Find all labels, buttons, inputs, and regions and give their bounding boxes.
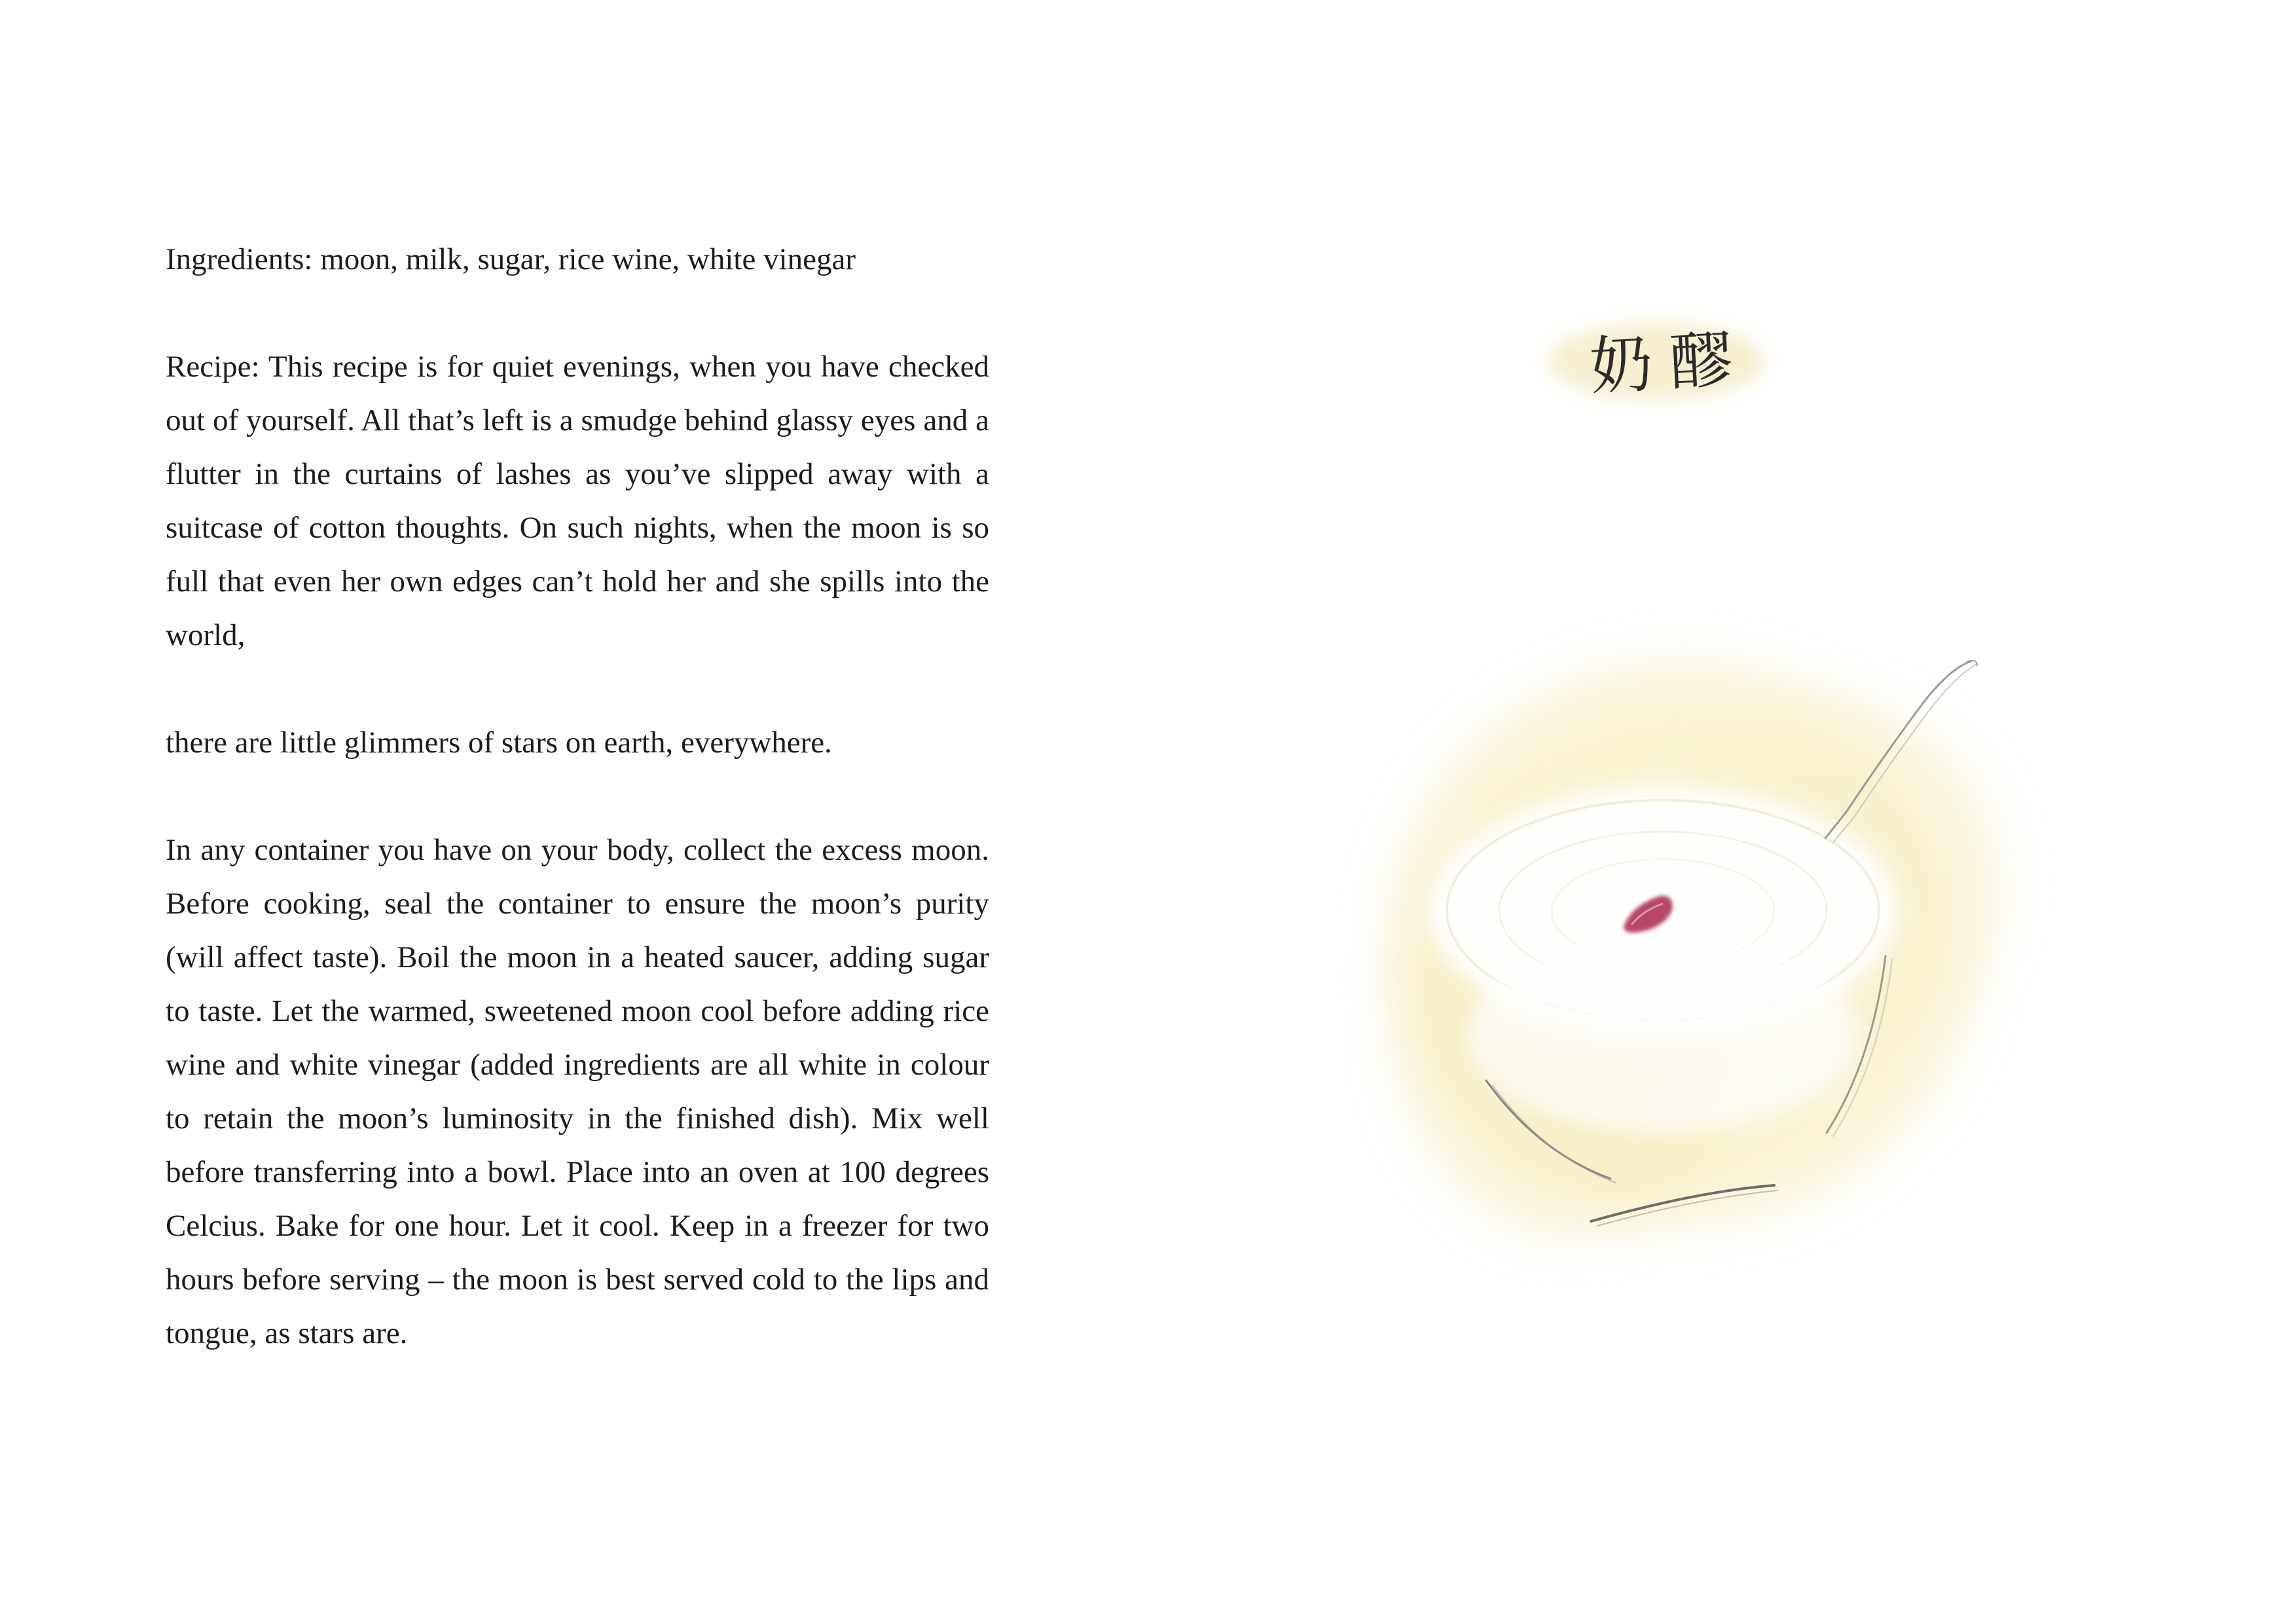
recipe-text (166, 232, 989, 1414)
dish-title-block (1532, 288, 1781, 432)
ingredients-line: Ingredients: moon, milk, sugar, rice wine, white vinegar (166, 242, 856, 276)
recipe-paragraph: Recipe: This recipe is for quiet evenings, when you have checked out of yourself. All that’s left is a smudge behind glassy eyes and a flutter in the curtains of lashes as you’ve slipped away with a suitcase of cotton thoughts. On such nights, when the moon is so full that even her own edges can’t hold her and she spills into the world, (166, 350, 989, 652)
dish-title: 奶醪 (1588, 322, 1752, 404)
milk-pudding-bowl-illustration (1296, 602, 2082, 1297)
stars-line: there are little glimmers of stars on earth, everywhere. (166, 726, 832, 760)
method-paragraph: In any container you have on your body, collect the excess moon. Before cooking, seal the container to ensure the moon’s purity (will affect taste). Boil the moon in a heated saucer, adding sugar to taste. Let the warmed, sweetened moon cool before adding rice wine and white vinegar (added ingredients are all white in colour to retain the moon’s luminosity in the finished dish). Mix well before transferring into a bowl. Place into an oven at 100 degrees Celcius. Bake for one hour. Let it cool. Keep in a freezer for two hours before serving – the moon is best served cold to the lips and tongue, as stars are. (166, 833, 989, 1350)
pudding-surface (1427, 786, 1899, 1133)
